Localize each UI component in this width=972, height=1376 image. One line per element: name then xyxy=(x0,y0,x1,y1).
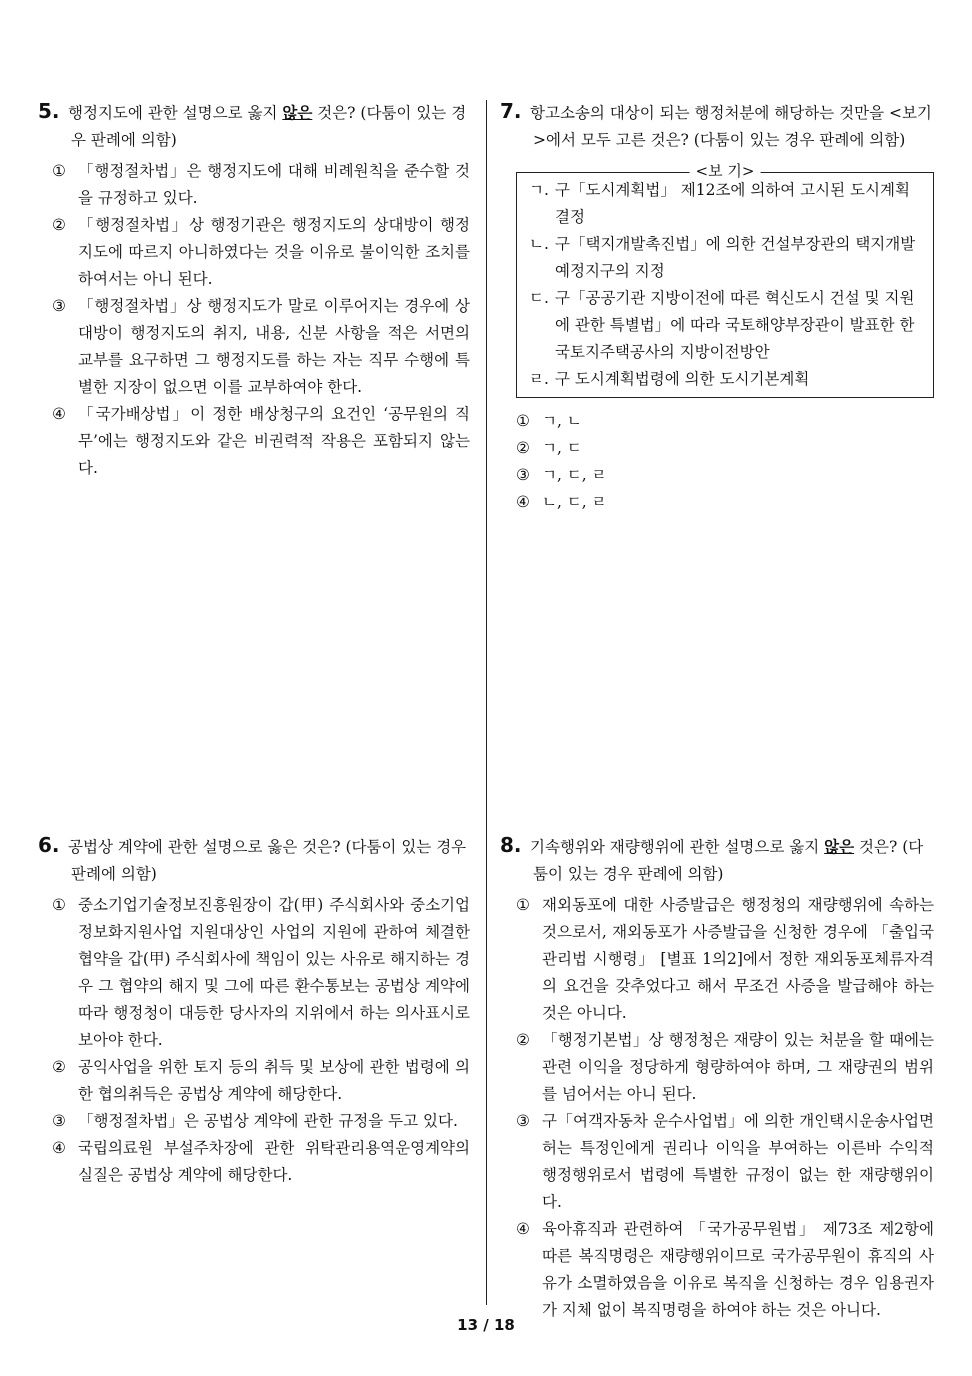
answer-option-1[interactable]: ① ㄱ, ㄴ xyxy=(516,412,582,430)
example-item-c: ㄷ. 구「공공기관 지방이전에 따른 혁신도시 건설 및 지원에 관한 특별법」에 따라 국토해양부장관이 발표한 한국토지주택공사의 지방이전방안 xyxy=(529,289,915,361)
column-divider xyxy=(486,100,487,1305)
question-stem: 5. 행정지도에 관한 설명으로 옳지 않은 것은? (다툼이 있는 경우 판례에 의함) xyxy=(38,99,467,149)
question-6 xyxy=(38,832,470,1189)
question-number: 6. xyxy=(38,833,60,857)
example-item-b: ㄴ. 구「택지개발촉진법」에 의한 건설부장관의 택지개발예정지구의 지정 xyxy=(529,235,916,280)
answer-option-2[interactable]: ② 「행정기본법」상 행정청은 재량이 있는 처분을 할 때에는 관련 이익을 정당하게 형량하여야 하며, 그 재량권의 범위를 넘어서는 아니 된다. xyxy=(516,1031,934,1103)
answer-option-4[interactable]: ④ 국립의료원 부설주차장에 관한 위탁관리용역운영계약의 실질은 공법상 계약에 해당한다. xyxy=(52,1139,470,1184)
answer-option-1[interactable]: ① 중소기업기술정보진흥원장이 갑(甲) 주식회사와 중소기업 정보화지원사업 지원대상인 사업의 지원에 관하여 체결한 협약을 갑(甲) 주식회사에 책임이 있는 사유로 해지하는 경우 그 협약의 해지 및 그에 따른 환수통보는 공법상 계약에 따라 행정청이 대등한 당사자의 지위에서 하는 의사표시로 보아야 한다. xyxy=(52,896,470,1049)
question-7 xyxy=(500,98,934,516)
question-stem: 8. 기속행위와 재량행위에 관한 설명으로 옳지 않은 것은? (다툼이 있는 경우 판례에 의함) xyxy=(500,833,924,883)
answer-option-3[interactable]: ③ 「행정절차법」은 공법상 계약에 관한 규정을 두고 있다. xyxy=(52,1112,458,1130)
example-box xyxy=(516,162,934,398)
answer-option-3[interactable]: ③ ㄱ, ㄷ, ㄹ xyxy=(516,466,607,484)
answer-option-3[interactable]: ③ 구「여객자동차 운수사업법」에 의한 개인택시운송사업면허는 특정인에게 권리나 이익을 부여하는 이른바 수익적 행정행위로서 법령에 특별한 규정이 없는 한 재량행위이다. xyxy=(516,1112,934,1211)
answer-option-1[interactable]: ① 재외동포에 대한 사증발급은 행정청의 재량행위에 속하는 것으로서, 재외동포가 사증발급을 신청한 경우에 「출입국관리법 시행령」 [별표 1의2]에서 정한 재외동포체류자격의 요건을 갖추었다고 해서 무조건 사증을 발급해야 하는 것은 아니다. xyxy=(516,896,934,1022)
answer-option-2[interactable]: ② 「행정절차법」상 행정기관은 행정지도의 상대방이 행정지도에 따르지 아니하였다는 것을 이유로 불이익한 조치를 하여서는 아니 된다. xyxy=(52,216,470,288)
example-box-title: <보 기> xyxy=(690,158,761,185)
emphasis-text: 않은 xyxy=(824,837,855,856)
answer-option-2[interactable]: ② 공익사업을 위한 토지 등의 취득 및 보상에 관한 법령에 의한 협의취득은 공법상 계약에 해당한다. xyxy=(52,1058,470,1103)
question-stem: 7. 항고소송의 대상이 되는 행정처분에 해당하는 것만을 <보기>에서 모두 고른 것은? (다툼이 있는 경우 판례에 의함) xyxy=(500,99,932,149)
example-item-a: ㄱ. 구「도시계획법」 제12조에 의하여 고시된 도시계획결정 xyxy=(529,181,910,226)
question-5 xyxy=(38,98,470,482)
question-8 xyxy=(500,832,934,1324)
example-item-d: ㄹ. 구 도시계획법령에 의한 도시기본계획 xyxy=(529,370,810,388)
question-stem: 6. 공법상 계약에 관한 설명으로 옳은 것은? (다툼이 있는 경우 판례에 의함) xyxy=(38,833,467,883)
answer-option-2[interactable]: ② ㄱ, ㄷ xyxy=(516,439,582,457)
answer-option-4[interactable]: ④ 육아휴직과 관련하여 「국가공무원법」 제73조 제2항에 따른 복직명령은 재량행위이므로 국가공무원이 휴직의 사유가 소멸하였음을 이유로 복직을 신청하는 경우 임용권자가 지체 없이 복직명령을 하여야 하는 것은 아니다. xyxy=(516,1220,934,1319)
page-number: 13 / 18 xyxy=(457,1316,515,1334)
question-number: 5. xyxy=(38,99,60,123)
question-number: 7. xyxy=(500,99,522,123)
answer-option-4[interactable]: ④ 「국가배상법」이 정한 배상청구의 요건인 ‘공무원의 직무’에는 행정지도와 같은 비권력적 작용은 포함되지 않는다. xyxy=(52,405,470,477)
question-number: 8. xyxy=(500,833,522,857)
answer-option-1[interactable]: ① 「행정절차법」은 행정지도에 대해 비례원칙을 준수할 것을 규정하고 있다. xyxy=(52,162,470,207)
answer-option-3[interactable]: ③ 「행정절차법」상 행정지도가 말로 이루어지는 경우에 상대방이 행정지도의 취지, 내용, 신분 사항을 적은 서면의 교부를 요구하면 그 행정지도를 하는 자는 직무 수행에 특별한 지장이 없으면 이를 교부하여야 한다. xyxy=(52,297,470,396)
answer-option-4[interactable]: ④ ㄴ, ㄷ, ㄹ xyxy=(516,493,607,511)
emphasis-text: 않은 xyxy=(282,103,313,122)
